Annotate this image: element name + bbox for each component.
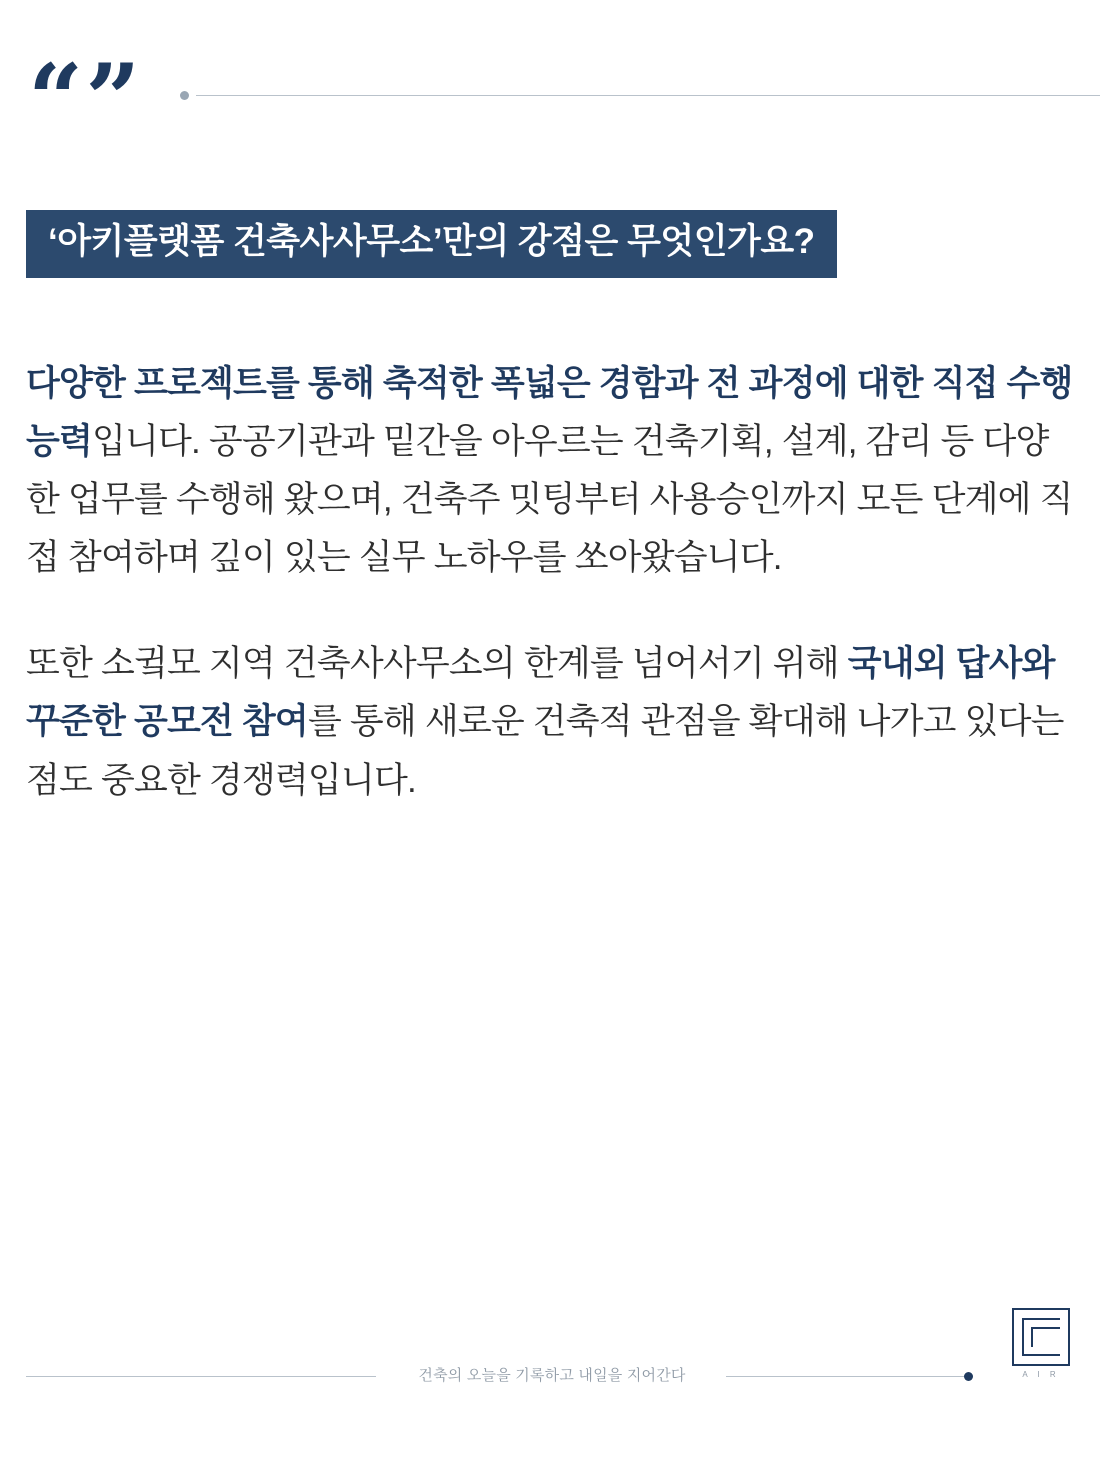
page-title: ‘아키플랫폼 건축사사무소’만의 강점은 무엇인가요? [48, 222, 815, 261]
rule-end-dot [180, 91, 189, 100]
logo-inner-bracket-2 [1031, 1327, 1060, 1347]
paragraph-1-rest: 입니다. 공공기관과 밑간을 아우르는 건축기획, 설계, 감리 등 다양한 업무를 수행해 왔으며, 건축주 밋팅부터 사용승인까지 모든 단계에 직접 참여하며 깊이 있는 실무 노하우를 쏘아왔습니다. [26, 422, 1073, 578]
footer-divider-right [726, 1376, 964, 1377]
archiplatform-logo-icon [1012, 1308, 1074, 1386]
paragraph-2-rest: 를 통해 새로운 건축적 관점을 확대해 나가고 있다는 점도 중요한 경쟁력입니다. [26, 702, 1064, 800]
paragraph-1-emphasis: 다양한 프로젝트를 통해 축적한 폭넓은 경함과 전 과정에 대한 직접 수행 능력 [26, 364, 1073, 462]
logo-caption: A I R [1022, 1370, 1060, 1379]
footer-end-dot [964, 1372, 973, 1381]
question-headline-band [26, 210, 837, 278]
body-content [26, 355, 1076, 810]
paragraph-1 [26, 355, 1076, 587]
footer-divider-left [26, 1376, 376, 1377]
paragraph-2-emphasis: 국내외 답사와 꾸준한 공모전 참여 [26, 644, 1055, 742]
paragraph-2-lead: 또한 소귘모 지역 건축사사무소의 한계를 넘어서기 위해 [26, 644, 848, 684]
top-decoration [28, 43, 1072, 156]
top-divider [196, 95, 1100, 96]
quotation-mark-icon: “” [28, 43, 143, 156]
footer [26, 1362, 1072, 1392]
paragraph-2 [26, 635, 1076, 809]
footer-tagline: 건축의 오늘을 기록하고 내일을 지어간다 [418, 1367, 686, 1384]
